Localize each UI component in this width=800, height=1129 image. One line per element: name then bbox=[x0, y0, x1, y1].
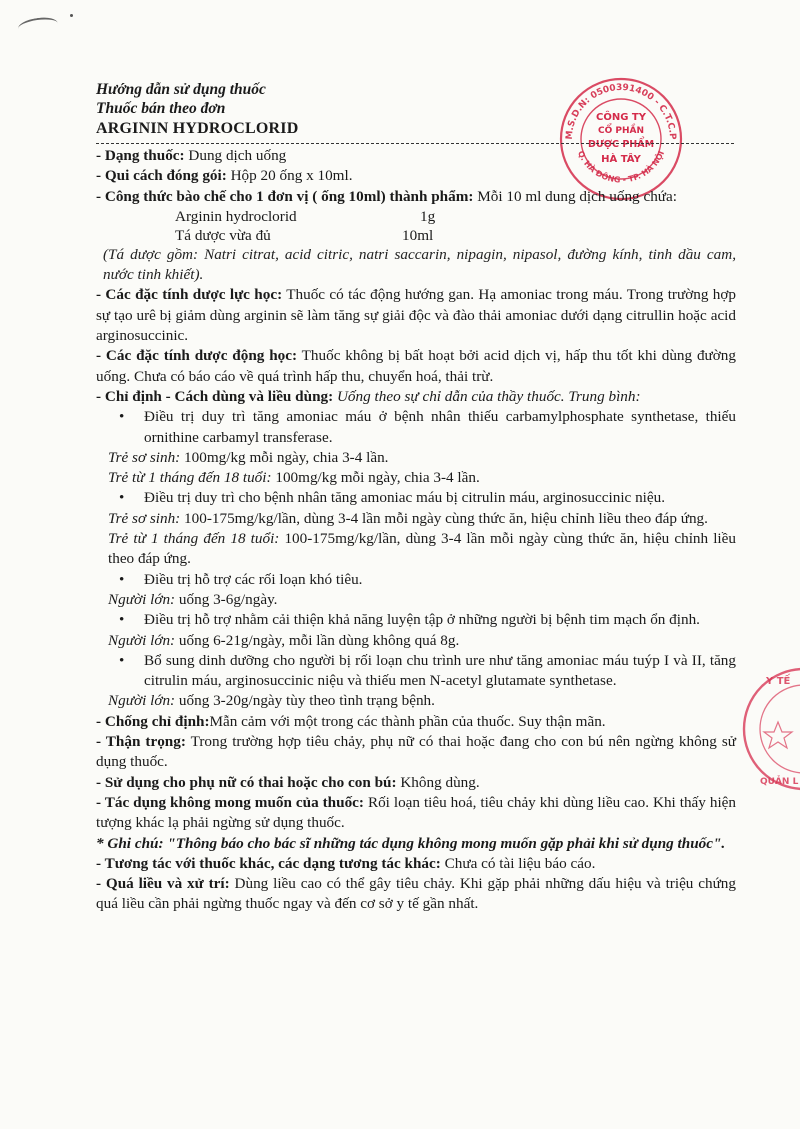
list-item: • Điều trị duy trì tăng amoniac máu ở bệnh nhân thiếu carbamylphosphate synthetase, thiếu ornithine carbamyl transferase. bbox=[119, 408, 736, 446]
dose-line: Người lớn: uống 3-20g/ngày tùy theo tình trạng bệnh. bbox=[108, 692, 435, 710]
bullet-icon: • bbox=[119, 408, 125, 426]
header-line-1: Hướng dẫn sử dụng thuốc bbox=[96, 81, 266, 98]
tuong-tac: - Tương tác với thuốc khác, các dạng tương tác khác: Chưa có tài liệu báo cáo. bbox=[96, 854, 596, 872]
qui-cach: - Qui cách đóng gói: Hộp 20 ống x 10ml. bbox=[96, 167, 353, 185]
dose-line: Trẻ sơ sinh: 100-175mg/kg/lần, dùng 3-4 lần mỗi ngày cùng thức ăn, hiệu chỉnh liều theo đáp ứng. bbox=[108, 509, 708, 527]
dang-thuoc: - Dạng thuốc: Dung dịch uống bbox=[96, 147, 287, 164]
cong-thuc: - Công thức bào chế cho 1 đơn vị ( ống 10ml) thành phẩm: Mỗi 10 ml dung dịch uống chứa: bbox=[96, 187, 677, 205]
chi-dinh: - Chỉ định - Cách dùng và liều dùng: Uống theo sự chỉ dẫn của thầy thuốc. Trung bình: bbox=[96, 387, 641, 405]
dose-line: Người lớn: uống 6-21g/ngày, mỗi lần dùng không quá 8g. bbox=[108, 631, 460, 649]
dose-line: Trẻ sơ sinh: 100mg/kg mỗi ngày, chia 3-4 lần. bbox=[108, 448, 389, 466]
stamp-ring-text: M.S.D.N: 0500391400 - C.T.C.P bbox=[564, 82, 678, 140]
ta-duoc-note: (Tá dược gồm: Natri citrat, acid citric, natri saccarin, nipagin, nipasol, đường kính, tinh dầu cam, nước tinh khiết). bbox=[103, 245, 736, 284]
than-trong: - Thận trọng: Trong trường hợp tiêu chảy, phụ nữ có thai hoặc đang cho con bú nên ngừng không sử dụng thuốc. bbox=[96, 733, 736, 771]
bullet-icon: • bbox=[119, 570, 125, 588]
list-item: • Bổ sung dinh dưỡng cho người bị rối loạn chu trình ure như tăng amoniac máu tuýp I và II, tăng citrulin máu, arginosuccinic niệu và thiếu men N-acetyl glutamate synthetase. bbox=[119, 651, 736, 690]
stamp-line-2: CỔ PHẦN bbox=[597, 126, 645, 136]
list-item: • Điều trị duy trì cho bệnh nhân tăng amoniac máu bị citrulin máu, arginosuccinic niệu. bbox=[96, 488, 736, 508]
dose-line: Người lớn: uống 3-6g/ngày. bbox=[108, 590, 278, 608]
scan-dot bbox=[70, 14, 73, 17]
stamp-bottom-text: Q. HÀ ĐÔNG - TP. HÀ NỘI bbox=[575, 149, 667, 185]
ghi-chu: * Ghi chú: "Thông báo cho bác sĩ những tác dụng không mong muốn gặp phải khi sử dụng thuốc". bbox=[96, 834, 726, 852]
document-body bbox=[96, 80, 736, 915]
chong-chi-dinh: - Chống chỉ định:Mẫn cảm với một trong các thành phần của thuốc. Suy thận mãn. bbox=[96, 712, 606, 730]
phu-nu-co-thai: - Sử dụng cho phụ nữ có thai hoặc cho con bú: Không dùng. bbox=[96, 773, 480, 791]
bullet-icon: • bbox=[119, 489, 125, 507]
qua-lieu: - Quá liều và xử trí: Dùng liều cao có thể gây tiêu chảy. Khi gặp phải những dấu hiệu và triệu chứng quá liều cần phải ngừng thuốc ngay và đến cơ sở y tế gần nhất. bbox=[96, 875, 736, 913]
bullet-icon: • bbox=[119, 651, 125, 669]
duoc-luc-hoc: - Các đặc tính dược lực học: Thuốc có tác động hướng gan. Hạ amoniac trong máu. Trong trường hợp sự tạo urê bị giảm dùng arginin sẽ làm tăng sự giải độc và đào thải amoniac dưới dạng citrullin hoặc acid arginosuccinic. bbox=[96, 286, 737, 345]
ingredient-row: Arginin hydroclorid 1g bbox=[175, 207, 436, 225]
stamp-line-3: DƯỢC PHẨM bbox=[587, 139, 655, 150]
ingredient-row: Tá dược vừa đủ 10ml bbox=[175, 226, 434, 244]
ministry-stamp-partial bbox=[738, 662, 800, 796]
stamp-line-4: HÀ TÂY bbox=[601, 154, 641, 165]
dashed-divider bbox=[96, 143, 734, 144]
bullet-icon: • bbox=[119, 611, 125, 629]
header-line-2: Thuốc bán theo đơn bbox=[96, 100, 226, 117]
stamp-line-1: CÔNG TY bbox=[596, 112, 646, 123]
tac-dung-khong-mong-muon: - Tác dụng không mong muốn của thuốc: Rối loạn tiêu hoá, tiêu chảy khi dùng liều cao. Khi thấy hiện tượng khác lạ phải ngừng sử dụng thuốc. bbox=[96, 793, 736, 832]
stamp2-bottom: QUẢN L bbox=[760, 777, 799, 787]
duoc-dong-hoc: - Các đặc tính dược động học: Thuốc không bị bất hoạt bởi acid dịch vị, hấp thu tốt khi dùng đường uống. Chưa có báo cáo về quá trình hấp thu, chuyển hoá, thải trừ. bbox=[96, 347, 736, 385]
stamp2-top: Y TẾ bbox=[766, 676, 791, 687]
document-title: ARGININ HYDROCLORID bbox=[96, 120, 299, 137]
dose-line: Trẻ từ 1 tháng đến 18 tuổi: 100-175mg/kg/lần, dùng 3-4 lần mỗi ngày cùng thức ăn, hiệu chỉnh liều theo đáp ứng. bbox=[108, 530, 736, 568]
list-item: • Điều trị hỗ trợ các rối loạn khó tiêu. bbox=[96, 570, 736, 590]
scan-mark bbox=[17, 15, 59, 36]
dose-line: Trẻ từ 1 tháng đến 18 tuổi: 100mg/kg mỗi ngày, chia 3-4 lần. bbox=[108, 469, 480, 487]
list-item: • Điều trị hỗ trợ nhằm cải thiện khả năng luyện tập ở những người bị bệnh tim mạch ổn định. bbox=[96, 610, 736, 630]
